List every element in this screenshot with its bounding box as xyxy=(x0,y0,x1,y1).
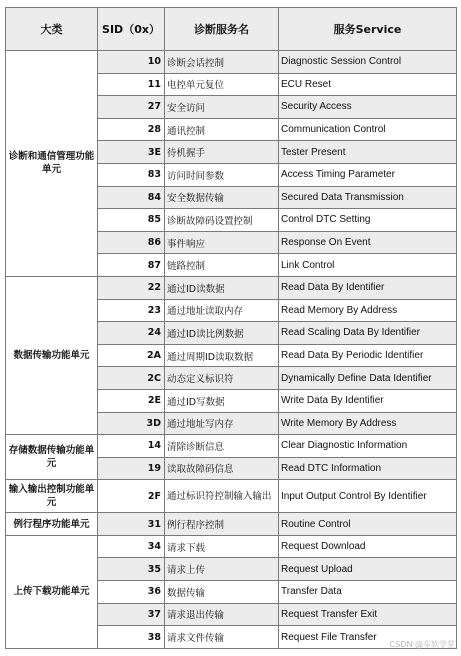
service-cn-cell: 通讯控制 xyxy=(165,118,279,141)
sid-cell: 84 xyxy=(98,186,165,209)
table-row xyxy=(6,513,457,536)
service-en-cell: Request Transfer Exit xyxy=(279,603,457,626)
sid-cell: 2A xyxy=(98,344,165,367)
service-en-cell: Read Data By Identifier xyxy=(279,276,457,299)
sid-cell: 10 xyxy=(98,51,165,74)
sid-cell: 36 xyxy=(98,581,165,604)
service-en-cell: Access Timing Parameter xyxy=(279,163,457,186)
sid-cell: 28 xyxy=(98,118,165,141)
sid-cell: 85 xyxy=(98,209,165,232)
service-cn-cell: 例行程序控制 xyxy=(165,513,279,536)
category-cell: 诊断和通信管理功能单元 xyxy=(6,51,98,277)
sid-cell: 27 xyxy=(98,96,165,119)
service-en-cell: Security Access xyxy=(279,96,457,119)
service-en-cell: Read Scaling Data By Identifier xyxy=(279,322,457,345)
service-en-cell: Read DTC Information xyxy=(279,457,457,480)
service-en-cell: Control DTC Setting xyxy=(279,209,457,232)
category-cell: 输入输出控制功能单元 xyxy=(6,480,98,513)
service-en-cell: Clear Diagnostic Information xyxy=(279,435,457,458)
header-service-en: 服务Service xyxy=(279,8,457,51)
service-en-cell: Request Upload xyxy=(279,558,457,581)
header-category: 大类 xyxy=(6,8,98,51)
sid-cell: 2E xyxy=(98,389,165,412)
service-cn-cell: 读取故障码信息 xyxy=(165,457,279,480)
table-row xyxy=(6,480,457,513)
service-cn-cell: 请求退出传输 xyxy=(165,603,279,626)
service-cn-cell: 诊断故障码设置控制 xyxy=(165,209,279,232)
sid-cell: 22 xyxy=(98,276,165,299)
service-en-cell: Request File Transfer xyxy=(279,626,457,649)
service-en-cell: Read Data By Periodic Identifier xyxy=(279,344,457,367)
service-cn-cell: 通过ID写数据 xyxy=(165,389,279,412)
service-cn-cell: 链路控制 xyxy=(165,254,279,277)
service-en-cell: Link Control xyxy=(279,254,457,277)
service-cn-cell: 事件响应 xyxy=(165,231,279,254)
table-row xyxy=(6,276,457,299)
table-row xyxy=(6,51,457,74)
uds-service-table xyxy=(5,7,457,649)
service-en-cell: Tester Present xyxy=(279,141,457,164)
service-en-cell: Routine Control xyxy=(279,513,457,536)
service-en-cell: Secured Data Transmission xyxy=(279,186,457,209)
header-row xyxy=(6,8,457,51)
service-cn-cell: 通过周期ID读取数据 xyxy=(165,344,279,367)
service-cn-cell: 动态定义标识符 xyxy=(165,367,279,390)
table-row xyxy=(6,435,457,458)
service-en-cell: Diagnostic Session Control xyxy=(279,51,457,74)
sid-cell: 2C xyxy=(98,367,165,390)
service-cn-cell: 通过地址写内存 xyxy=(165,412,279,435)
sid-cell: 11 xyxy=(98,73,165,96)
category-cell: 上传下载功能单元 xyxy=(6,535,98,648)
service-en-cell: Write Data By Identifier xyxy=(279,389,457,412)
service-cn-cell: 请求下载 xyxy=(165,535,279,558)
service-en-cell: Communication Control xyxy=(279,118,457,141)
sid-cell: 35 xyxy=(98,558,165,581)
sid-cell: 87 xyxy=(98,254,165,277)
service-en-cell: ECU Reset xyxy=(279,73,457,96)
service-cn-cell: 通过地址读取内存 xyxy=(165,299,279,322)
service-en-cell: Dynamically Define Data Identifier xyxy=(279,367,457,390)
header-service-cn: 诊断服务名 xyxy=(165,8,279,51)
category-cell: 例行程序功能单元 xyxy=(6,513,98,536)
sid-cell: 2F xyxy=(98,480,165,513)
watermark: CSDN @车软学堂 xyxy=(389,640,455,649)
category-cell: 存储数据传输功能单元 xyxy=(6,435,98,480)
sid-cell: 34 xyxy=(98,535,165,558)
service-cn-cell: 通过ID读比例数据 xyxy=(165,322,279,345)
sid-cell: 23 xyxy=(98,299,165,322)
service-en-cell: Input Output Control By Identifier xyxy=(279,480,457,513)
service-cn-cell: 清除诊断信息 xyxy=(165,435,279,458)
service-cn-cell: 安全数据传输 xyxy=(165,186,279,209)
sid-cell: 14 xyxy=(98,435,165,458)
header-sid: SID（0x） xyxy=(98,8,165,51)
service-cn-cell: 待机握手 xyxy=(165,141,279,164)
service-cn-cell: 请求文件传输 xyxy=(165,626,279,649)
table-body xyxy=(6,51,457,649)
service-cn-cell: 电控单元复位 xyxy=(165,73,279,96)
service-cn-cell: 诊断会话控制 xyxy=(165,51,279,74)
service-en-cell: Request Download xyxy=(279,535,457,558)
sid-cell: 3D xyxy=(98,412,165,435)
service-cn-cell: 安全访问 xyxy=(165,96,279,119)
sid-cell: 24 xyxy=(98,322,165,345)
sid-cell: 86 xyxy=(98,231,165,254)
sid-cell: 37 xyxy=(98,603,165,626)
service-cn-cell: 通过ID读数据 xyxy=(165,276,279,299)
category-cell: 数据传输功能单元 xyxy=(6,276,98,434)
sid-cell: 83 xyxy=(98,163,165,186)
sid-cell: 31 xyxy=(98,513,165,536)
service-en-cell: Write Memory By Address xyxy=(279,412,457,435)
service-cn-cell: 请求上传 xyxy=(165,558,279,581)
sid-cell: 19 xyxy=(98,457,165,480)
service-en-cell: Transfer Data xyxy=(279,581,457,604)
sid-cell: 38 xyxy=(98,626,165,649)
service-cn-cell: 访问时间参数 xyxy=(165,163,279,186)
service-en-cell: Read Memory By Address xyxy=(279,299,457,322)
service-cn-cell: 通过标识符控制输入输出 xyxy=(165,480,279,513)
table-row xyxy=(6,535,457,558)
sid-cell: 3E xyxy=(98,141,165,164)
service-en-cell: Response On Event xyxy=(279,231,457,254)
service-cn-cell: 数据传输 xyxy=(165,581,279,604)
